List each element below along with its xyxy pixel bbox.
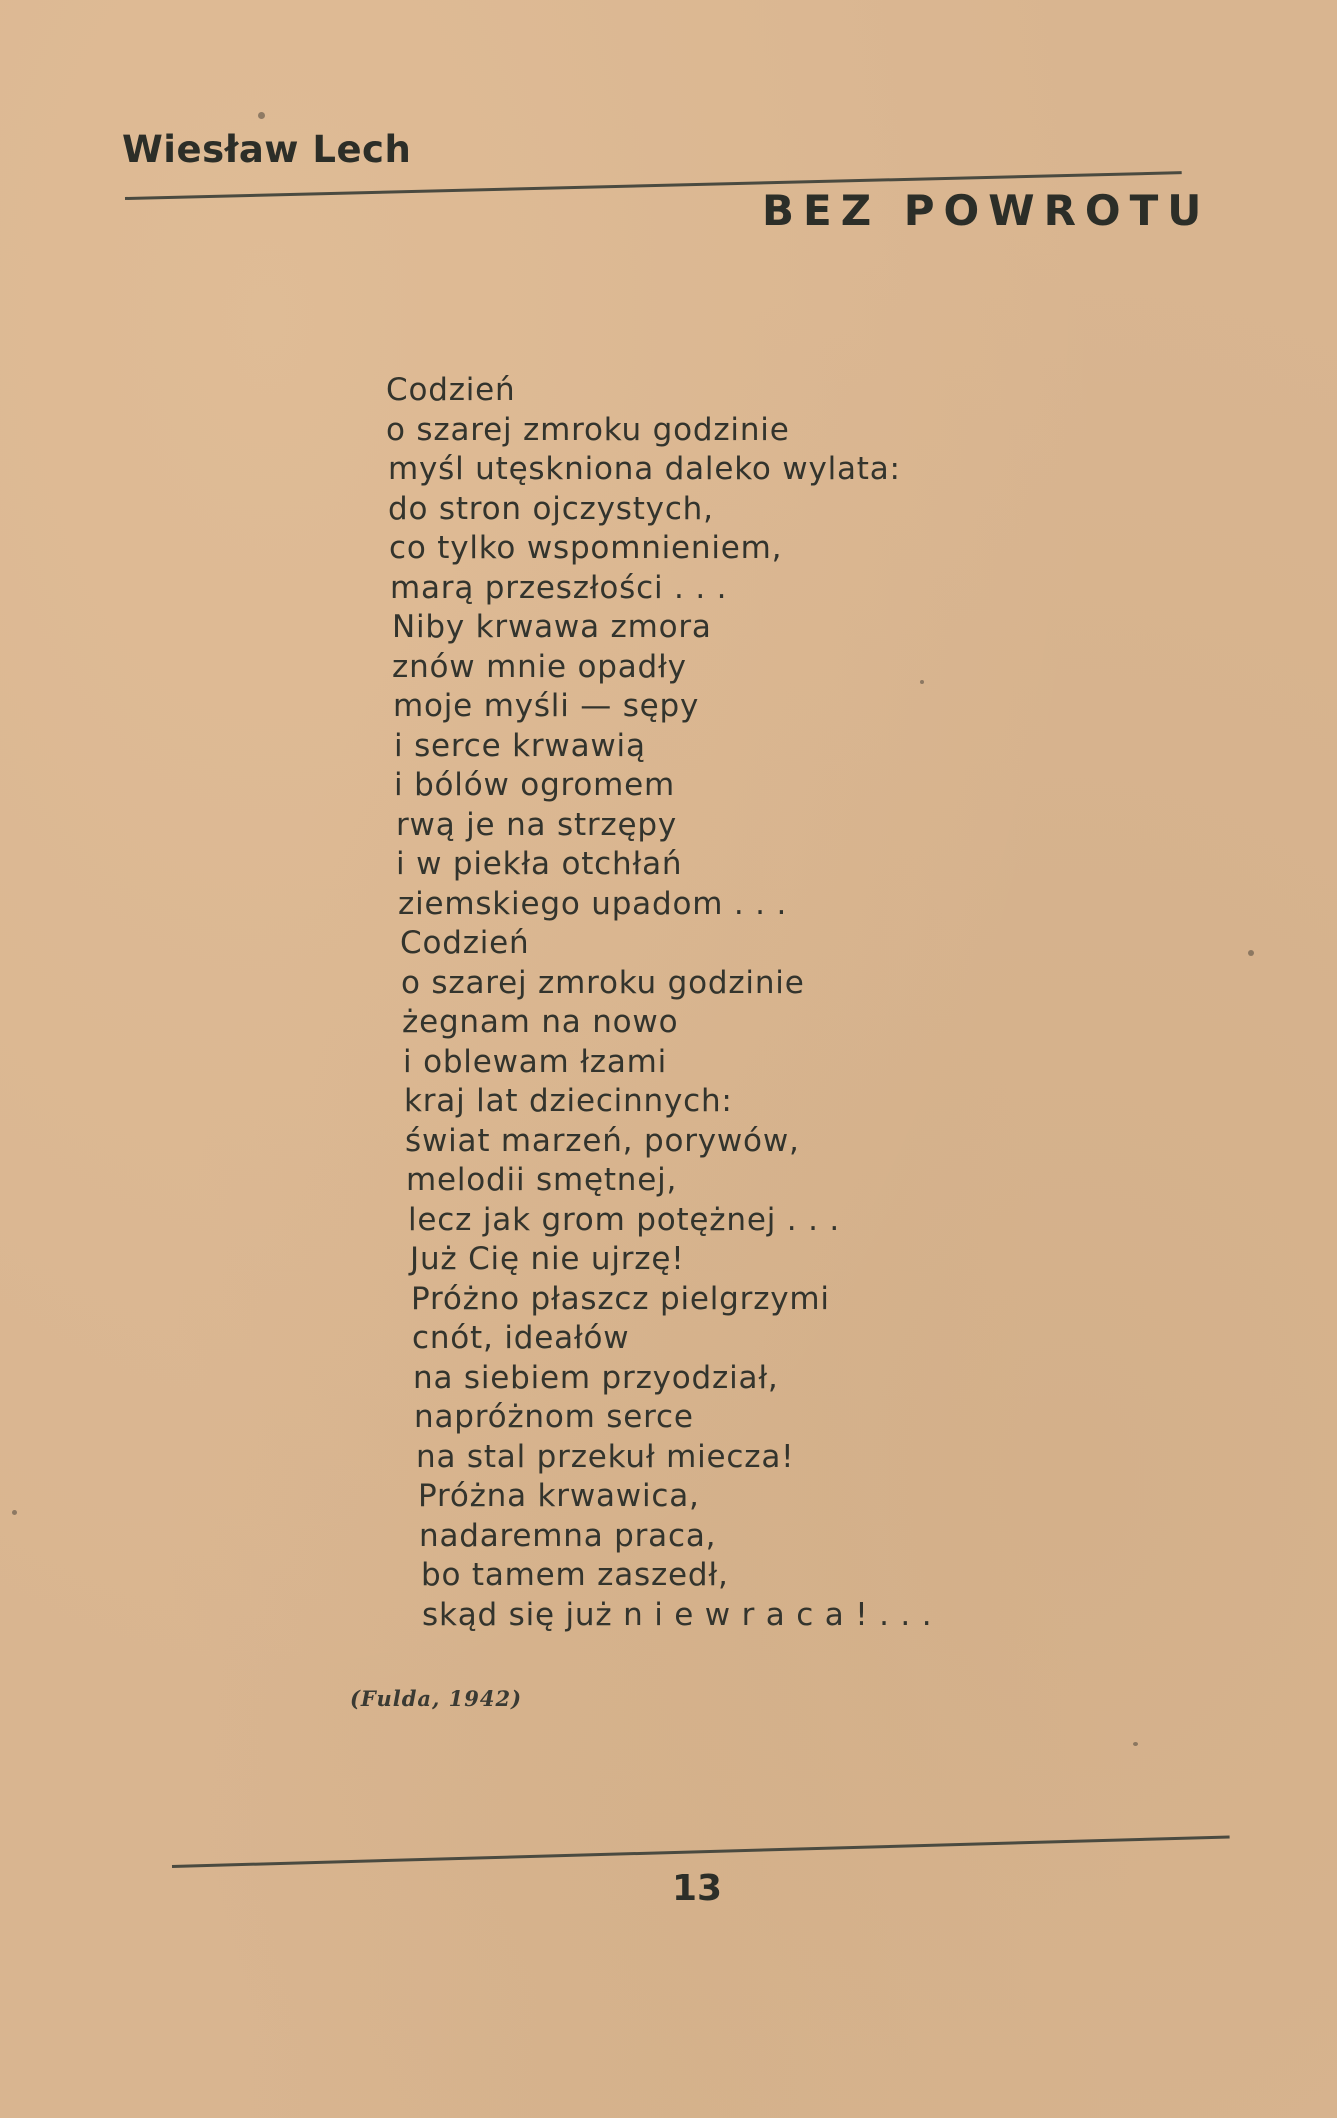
paper-speck bbox=[920, 680, 924, 684]
poem-line: do stron ojczystych, bbox=[388, 491, 714, 527]
footer-rule bbox=[172, 1835, 1230, 1867]
poem-line: i oblewam łzami bbox=[403, 1044, 668, 1080]
poem-line: nadaremna praca, bbox=[419, 1518, 717, 1554]
poem-line: co tylko wspomnieniem, bbox=[389, 530, 783, 566]
poem-line: znów mnie opadły bbox=[392, 649, 687, 685]
paper-speck bbox=[258, 112, 265, 119]
poem-line: o szarej zmroku godzinie bbox=[401, 965, 805, 1001]
paper-speck bbox=[1248, 950, 1254, 956]
poem-line: kraj lat dziecinnych: bbox=[404, 1083, 733, 1119]
poem-line: Już Cię nie ujrzę! bbox=[410, 1241, 685, 1277]
paper-speck bbox=[1133, 1742, 1138, 1746]
poem-line: Codzień bbox=[400, 925, 530, 961]
poem-line: i serce krwawią bbox=[394, 728, 646, 764]
poem-line: ziemskiego upadom . . . bbox=[398, 886, 788, 922]
author-name: Wiesław Lech bbox=[122, 128, 412, 171]
poem-line: żegnam na nowo bbox=[402, 1004, 679, 1040]
poem-line: i bólów ogromem bbox=[394, 767, 676, 803]
poem-line: myśl utęskniona daleko wylata: bbox=[388, 451, 901, 487]
poem-line: na siebiem przyodział, bbox=[413, 1360, 779, 1396]
poem-title: BEZ POWROTU bbox=[762, 186, 1211, 235]
poem-line: Próżno płaszcz pielgrzymi bbox=[411, 1281, 830, 1317]
poem-line: skąd się już n i e w r a c a ! . . . bbox=[422, 1597, 933, 1633]
poem-line: i w piekła otchłań bbox=[396, 846, 683, 882]
poem-line: moje myśli — sępy bbox=[393, 688, 700, 724]
place-date: (Fulda, 1942) bbox=[350, 1686, 523, 1711]
poem-line: melodii smętnej, bbox=[406, 1162, 678, 1198]
poem-line: marą przeszłości . . . bbox=[390, 570, 728, 606]
poem-line: napróżnom serce bbox=[414, 1399, 694, 1435]
poem-line: cnót, ideałów bbox=[412, 1320, 630, 1356]
poem-line: lecz jak grom potężnej . . . bbox=[408, 1202, 841, 1238]
poem-line: świat marzeń, porywów, bbox=[405, 1123, 800, 1159]
paper-speck bbox=[12, 1510, 17, 1515]
page-number: 13 bbox=[672, 1868, 723, 1909]
poem-line: o szarej zmroku godzinie bbox=[386, 412, 790, 448]
poem-line: Niby krwawa zmora bbox=[392, 609, 712, 645]
poem-line: bo tamem zaszedł, bbox=[421, 1557, 729, 1593]
poem-line: rwą je na strzępy bbox=[396, 807, 678, 843]
poem-line: Codzień bbox=[386, 372, 516, 408]
poem-line: Próżna krwawica, bbox=[418, 1478, 700, 1514]
poem-line: na stal przekuł miecza! bbox=[416, 1439, 795, 1475]
